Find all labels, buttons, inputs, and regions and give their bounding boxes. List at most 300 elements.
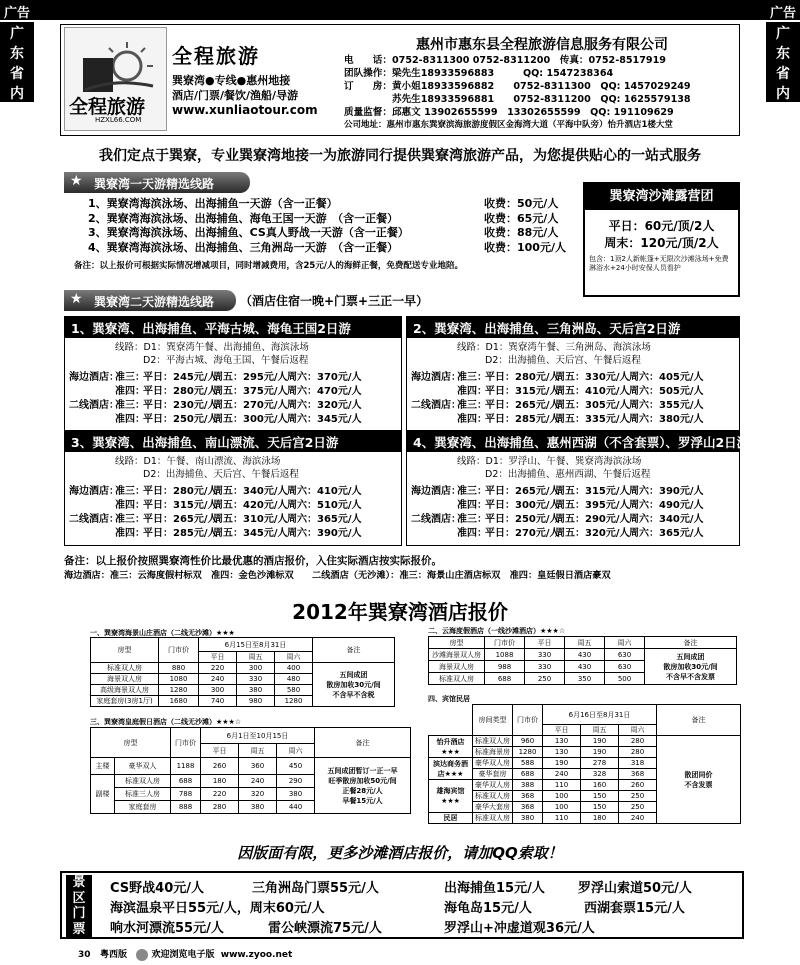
table-row bbox=[411, 399, 735, 413]
list-item: CS野战40元/人 bbox=[110, 881, 204, 896]
table-cell: 海边酒店： bbox=[69, 372, 119, 383]
hotel-table-4 bbox=[428, 704, 741, 824]
table-cell: 平日：280元/人 bbox=[143, 486, 218, 497]
tour-price: 收费：50元/人 bbox=[484, 197, 559, 210]
table-cell: 688 bbox=[485, 673, 525, 685]
table-cell: 雄海宾馆★★★ bbox=[429, 780, 473, 813]
table-cell: 100 bbox=[543, 802, 581, 813]
logo-text: 全程旅游 bbox=[69, 96, 146, 118]
table-cell: 150 bbox=[581, 802, 619, 813]
table-note: 五间成团暂订一正一早 旺季散房加收50元/间 正餐28元/人 早餐15元/人 bbox=[315, 758, 411, 814]
table-cell: 海景双人房 bbox=[91, 674, 159, 685]
table-cell: 周六：340元/人 bbox=[629, 514, 704, 525]
table-cell: 500 bbox=[605, 673, 645, 685]
route-prices bbox=[65, 481, 401, 545]
table-cell bbox=[411, 413, 457, 427]
table-cell: 350 bbox=[565, 673, 605, 685]
table-header: 周六 bbox=[277, 744, 315, 758]
table-cell: 380 bbox=[239, 801, 277, 814]
table-row bbox=[91, 663, 395, 674]
table-cell: 220 bbox=[199, 663, 237, 674]
table-cell: 250 bbox=[525, 673, 565, 685]
table-row bbox=[411, 485, 735, 499]
list-item: 三角洲岛门票55元/人 bbox=[252, 881, 379, 896]
tour-name: 4、巽寮湾海滨泳场、出海捕鱼、三角洲岛一天游 （含一正餐） bbox=[88, 240, 399, 254]
side-tab-left-text: 广东省内 bbox=[10, 26, 24, 102]
table-cell: 1680 bbox=[159, 696, 199, 707]
table-cell: 周五：310元/人 bbox=[213, 514, 288, 525]
table-cell: 准四： bbox=[115, 414, 145, 425]
table-cell: 480 bbox=[275, 674, 313, 685]
camp-box bbox=[583, 182, 740, 297]
table-cell: 准四： bbox=[115, 528, 145, 539]
table-header: 备注 bbox=[657, 705, 741, 736]
scenic-label-text: 景区门票 bbox=[72, 875, 86, 937]
brand-block bbox=[172, 40, 340, 118]
table-cell: 准四： bbox=[457, 500, 487, 511]
table-header: 6月16日至8月31日 bbox=[543, 705, 657, 725]
table-cell: 高级海景双人房 bbox=[91, 685, 159, 696]
table-cell: 180 bbox=[581, 813, 619, 824]
table-cell: 平日：265元/人 bbox=[485, 486, 560, 497]
table-cell: 150 bbox=[581, 791, 619, 802]
table-header: 房间类型 bbox=[473, 705, 513, 736]
table-cell: 328 bbox=[581, 769, 619, 780]
table-cell: 630 bbox=[605, 661, 645, 673]
table-cell: 周六：355元/人 bbox=[629, 400, 704, 411]
table-cell: 300 bbox=[237, 663, 275, 674]
tour-price: 收费：65元/人 bbox=[484, 211, 559, 225]
brand-line-1: 巽寮湾●专线●惠州地接 bbox=[172, 74, 291, 87]
table-cell: 280 bbox=[619, 736, 657, 747]
table-cell: 标准双人房 bbox=[115, 775, 171, 788]
list-item: 海滨温泉平日55元/人，周末60元/人 bbox=[110, 901, 325, 916]
table-cell: 准四： bbox=[457, 386, 487, 397]
table-cell: 标准双人房 bbox=[91, 663, 159, 674]
table-cell: 788 bbox=[171, 788, 201, 801]
list-item: 罗浮山+冲虚道观36元/人 bbox=[444, 921, 595, 936]
table-cell: 周六：490元/人 bbox=[629, 500, 704, 511]
table-cell: 260 bbox=[619, 780, 657, 791]
table-cell: 周五：315元/人 bbox=[555, 486, 630, 497]
list-item: 罗浮山索道50元/人 bbox=[578, 881, 692, 896]
table-cell: 平日：270元/人 bbox=[485, 528, 560, 539]
table-cell bbox=[411, 499, 457, 513]
table-row bbox=[69, 527, 397, 541]
table-row bbox=[69, 485, 397, 499]
tour-price: 收费：100元/人 bbox=[484, 240, 566, 254]
table-note: 五间成团 散房加收30元/间 不含早不含发票 bbox=[645, 649, 737, 685]
route-box bbox=[406, 430, 750, 546]
list-item: 出海捕鱼15元/人 bbox=[444, 881, 545, 896]
table-cell: 家庭套房 bbox=[115, 801, 171, 814]
table-cell: 标准三人房 bbox=[115, 788, 171, 801]
table-cell: 240 bbox=[619, 813, 657, 824]
star-icon: ★ bbox=[70, 291, 83, 307]
remark-line-1: 备注：以上报价按照巽寮湾性价比最优惠的酒店报价，入住实际酒店按实际报价。 bbox=[64, 555, 442, 567]
table-cell: 周五：395元/人 bbox=[555, 500, 630, 511]
table-cell: 450 bbox=[277, 758, 315, 775]
side-tab-right-text: 广东省内 bbox=[776, 26, 790, 102]
table-cell: 430 bbox=[565, 661, 605, 673]
table-cell: 平日：250元/人 bbox=[485, 514, 560, 525]
table-cell: 周六：390元/人 bbox=[287, 528, 362, 539]
table-cell: 平日：285元/人 bbox=[143, 528, 218, 539]
table-cell: 周六：470元/人 bbox=[287, 386, 362, 397]
table-cell: 平日：300元/人 bbox=[485, 500, 560, 511]
table-cell: 130 bbox=[543, 736, 581, 747]
route-day-2: D2：出海捕鱼、惠州西湖、午餐后返程 bbox=[485, 469, 651, 480]
table-cell: 988 bbox=[485, 661, 525, 673]
camp-note: 包含：1顶2人新帐篷+无限次沙滩泳场+免费淋浴水+24小时安保人员看护 bbox=[589, 255, 729, 272]
table-cell: 1088 bbox=[485, 649, 525, 661]
table-cell bbox=[69, 385, 115, 399]
table-cell: 周六：380元/人 bbox=[629, 414, 704, 425]
brand-title: 全程旅游 bbox=[172, 44, 260, 68]
table-cell: 豪华双人房 bbox=[473, 758, 513, 769]
table-cell bbox=[69, 527, 115, 541]
table-cell: 副楼 bbox=[91, 775, 115, 814]
table-cell: 318 bbox=[619, 758, 657, 769]
table-cell: 准四： bbox=[115, 386, 145, 397]
route-day-2: D2：出海捕鱼、天后宫、午餐后返程 bbox=[485, 355, 641, 366]
table-cell: 准三： bbox=[457, 400, 487, 411]
table-header: 周六 bbox=[619, 725, 657, 736]
table-cell: 周六：390元/人 bbox=[629, 486, 704, 497]
table-cell: 1080 bbox=[159, 674, 199, 685]
tour-name: 1、巽寮湾海滨泳场、出海捕鱼一天游（含一正餐） bbox=[88, 197, 338, 210]
table-cell: 周六：505元/人 bbox=[629, 386, 704, 397]
table-cell: 平日：280元/人 bbox=[485, 372, 560, 383]
table-header: 平日 bbox=[543, 725, 581, 736]
table-header: 平日 bbox=[199, 652, 237, 663]
table-cell: 豪华套房 bbox=[473, 769, 513, 780]
company-name: 惠州市惠东县全程旅游信息服务有限公司 bbox=[416, 37, 668, 53]
table-cell: 1280 bbox=[275, 696, 313, 707]
contact-row: 公司地址：惠州市惠东巽寮滨海旅游度假区金海湾大道（平海中队旁）怡升酒店1楼大堂 bbox=[344, 120, 673, 130]
footer-url[interactable]: www.zyoo.net bbox=[220, 950, 293, 960]
table-row bbox=[411, 371, 735, 385]
table-cell: 190 bbox=[581, 736, 619, 747]
table-cell: 380 bbox=[513, 813, 543, 824]
hotel-table-3 bbox=[90, 727, 411, 814]
table-cell: 190 bbox=[543, 758, 581, 769]
table-header: 6月15日至8月31日 bbox=[199, 638, 313, 652]
table-cell: 平日：265元/人 bbox=[485, 400, 560, 411]
logo-url: HZXL66.COM bbox=[95, 116, 142, 124]
table-cell: 1188 bbox=[171, 758, 201, 775]
table-cell: 平日：250元/人 bbox=[143, 414, 218, 425]
table-cell: 海边酒店： bbox=[69, 486, 119, 497]
table-row bbox=[411, 413, 735, 427]
table-cell: 250 bbox=[619, 802, 657, 813]
table-cell: 周五：295元/人 bbox=[213, 372, 288, 383]
table-cell: 400 bbox=[275, 663, 313, 674]
route-day-2: D2：平海古城、海龟王国、午餐后返程 bbox=[143, 355, 309, 366]
route-prices bbox=[407, 367, 739, 431]
table-cell: 周六：365元/人 bbox=[629, 528, 704, 539]
table-row bbox=[411, 513, 735, 527]
table-cell: 平日：315元/人 bbox=[485, 386, 560, 397]
oneday-tour-list bbox=[88, 197, 568, 255]
hotel-table-4-title: 四、宾馆民居 bbox=[428, 695, 470, 703]
table-cell: 290 bbox=[277, 775, 315, 788]
table-cell: 110 bbox=[543, 780, 581, 791]
table-cell: 110 bbox=[543, 813, 581, 824]
table-note: 五间成团 散房加收30元/间 不含早不含税 bbox=[313, 663, 395, 707]
table-cell: 准三： bbox=[115, 372, 145, 383]
company-logo bbox=[64, 27, 167, 131]
table-row bbox=[69, 385, 397, 399]
table-cell: 278 bbox=[581, 758, 619, 769]
list-item bbox=[88, 197, 568, 212]
table-cell: 平日：265元/人 bbox=[143, 514, 218, 525]
list-item: 雷公峡漂流75元/人 bbox=[268, 921, 382, 936]
brand-line-2: 酒店/门票/餐饮/渔船/导游 bbox=[172, 89, 299, 102]
table-cell: 准四： bbox=[457, 414, 487, 425]
table-header: 平日 bbox=[201, 744, 239, 758]
table-cell: 180 bbox=[201, 775, 239, 788]
ad-label-right: 广告 bbox=[769, 6, 796, 21]
route-title: 3、巽寮湾、出海捕鱼、南山漂流、天后宫2日游 bbox=[65, 431, 401, 452]
table-cell: 准三： bbox=[115, 514, 145, 525]
ad-label-left: 广告 bbox=[4, 6, 31, 21]
remark-line-2: 海边酒店：准三：云海度假村标双 准四：金色沙滩标双 二线酒店（无沙滩）：准三：海景山庄酒店标双 准四：皇廷假日酒店豪双 bbox=[64, 570, 611, 581]
table-cell: 准三： bbox=[457, 486, 487, 497]
hotel-table-3-title: 三、巽寮湾皇庭假日酒店（二线无沙滩）★★★☆ bbox=[90, 718, 242, 726]
table-cell: 周五：410元/人 bbox=[555, 386, 630, 397]
list-item bbox=[88, 212, 568, 227]
table-header: 平日 bbox=[525, 637, 565, 649]
table-cell: 688 bbox=[171, 775, 201, 788]
table-cell: 准三： bbox=[457, 372, 487, 383]
table-header: 房型 bbox=[91, 638, 159, 663]
table-header: 备注 bbox=[315, 728, 411, 758]
table-note: 散团同价 不含发票 bbox=[657, 736, 741, 824]
table-cell: 周五：290元/人 bbox=[555, 514, 630, 525]
table-cell: 准四： bbox=[115, 500, 145, 511]
table-cell: 平日：315元/人 bbox=[143, 500, 218, 511]
table-cell: 980 bbox=[237, 696, 275, 707]
table-cell: 准三： bbox=[457, 514, 487, 525]
table-header: 备注 bbox=[645, 637, 737, 649]
table-cell: 440 bbox=[277, 801, 315, 814]
table-cell: 平日：280元/人 bbox=[143, 386, 218, 397]
table-header: 房型 bbox=[91, 728, 171, 758]
route-box bbox=[64, 316, 402, 432]
table-cell: 360 bbox=[239, 758, 277, 775]
table-cell: 588 bbox=[513, 758, 543, 769]
footer-logo-icon bbox=[136, 949, 148, 961]
table-header: 备注 bbox=[313, 638, 395, 663]
table-cell: 主楼 bbox=[91, 758, 115, 775]
footer-text: 欢迎浏览电子版 bbox=[151, 950, 215, 960]
table-cell: 周五：305元/人 bbox=[555, 400, 630, 411]
top-ad-bar bbox=[0, 0, 800, 20]
camp-weekend-price: 周末：120元/顶/2人 bbox=[604, 236, 719, 250]
route-day-1: 线路：D1：巽寮湾午餐、出海捕鱼、海滨泳场 bbox=[115, 342, 309, 353]
hotel-table-1 bbox=[90, 637, 395, 707]
table-cell: 标准双人房 bbox=[473, 813, 513, 824]
table-row bbox=[91, 758, 411, 775]
contact-info bbox=[344, 54, 740, 132]
table-cell: 688 bbox=[513, 769, 543, 780]
table-header: 周五 bbox=[581, 725, 619, 736]
route-box bbox=[406, 316, 740, 432]
table-cell: 880 bbox=[159, 663, 199, 674]
table-cell: 周五：270元/人 bbox=[213, 400, 288, 411]
table-cell: 周六：345元/人 bbox=[287, 414, 362, 425]
table-header: 房型 bbox=[429, 637, 485, 649]
table-cell: 160 bbox=[581, 780, 619, 791]
table-cell: 190 bbox=[581, 747, 619, 758]
route-box bbox=[64, 430, 402, 546]
table-cell bbox=[69, 499, 115, 513]
table-cell: 海边酒店： bbox=[411, 372, 461, 383]
table-cell: 330 bbox=[237, 674, 275, 685]
contact-row: 团队操作：梁先生18933596883 QQ: 1547238364 bbox=[344, 68, 614, 79]
table-cell: 周五：300元/人 bbox=[213, 414, 288, 425]
tour-price: 收费：88元/人 bbox=[484, 226, 559, 239]
table-header: 6月1日至10月15日 bbox=[201, 728, 315, 744]
table-header: 周五 bbox=[565, 637, 605, 649]
table-header: 周五 bbox=[239, 744, 277, 758]
table-cell: 960 bbox=[513, 736, 543, 747]
table-cell: 二线酒店： bbox=[411, 400, 461, 411]
route-prices bbox=[65, 367, 401, 431]
table-cell: 1280 bbox=[159, 685, 199, 696]
table-cell: 准四： bbox=[457, 528, 487, 539]
table-cell: 滨达商务酒店★★★ bbox=[429, 758, 473, 780]
table-cell: 平日：245元/人 bbox=[143, 372, 218, 383]
hotel-table-2 bbox=[428, 636, 737, 685]
table-cell: 380 bbox=[277, 788, 315, 801]
table-cell: 388 bbox=[513, 780, 543, 791]
tour-name: 3、巽寮湾海滨泳场、出海捕鱼、CS真人野战一天游（含一正餐） bbox=[88, 226, 409, 239]
list-item bbox=[88, 226, 568, 241]
list-item: 响水河漂流55元/人 bbox=[110, 921, 224, 936]
table-cell: 周六：320元/人 bbox=[287, 400, 362, 411]
table-cell: 标准双人房 bbox=[473, 791, 513, 802]
table-cell: 330 bbox=[525, 661, 565, 673]
hotel-table-1-title: 一、巽寮湾海景山庄酒店（二线无沙滩）★★★ bbox=[90, 629, 235, 637]
route-title: 4、巽寮湾、出海捕鱼、惠州西湖（不含套票）、罗浮山2日游 bbox=[407, 431, 739, 452]
side-tab-right bbox=[766, 22, 800, 102]
route-title: 2、巽寮湾、出海捕鱼、三角洲岛、天后宫2日游 bbox=[407, 317, 739, 338]
table-cell: 海边酒店： bbox=[411, 486, 461, 497]
table-cell: 周五：345元/人 bbox=[213, 528, 288, 539]
table-cell: 标准海景房 bbox=[473, 747, 513, 758]
table-cell: 740 bbox=[199, 696, 237, 707]
table-row bbox=[69, 499, 397, 513]
table-cell: 怡升酒店★★★ bbox=[429, 736, 473, 758]
table-cell: 平日：230元/人 bbox=[143, 400, 218, 411]
tour-name: 2、巽寮湾海滨泳场、出海捕鱼、海龟王国一天游 （含一正餐） bbox=[88, 211, 399, 225]
table-cell: 周六：405元/人 bbox=[629, 372, 704, 383]
table-row bbox=[411, 527, 735, 541]
table-row bbox=[69, 513, 397, 527]
table-row bbox=[429, 736, 741, 747]
table-cell bbox=[411, 385, 457, 399]
table-cell: 周六：365元/人 bbox=[287, 514, 362, 525]
table-cell: 豪华双人房 bbox=[473, 780, 513, 791]
table-cell: 368 bbox=[513, 791, 543, 802]
table-cell: 368 bbox=[513, 802, 543, 813]
table-row bbox=[69, 371, 397, 385]
contact-row: 订 房：黄小姐18933596882 0752-8311300 QQ: 1457029249 bbox=[344, 81, 691, 92]
table-cell: 280 bbox=[201, 801, 239, 814]
promo-banner: 因版面有限，更多沙滩酒店报价，请加QQ索取！ bbox=[237, 844, 563, 862]
twoday-subtitle: （酒店住宿一晚+门票+三正一早） bbox=[240, 294, 429, 308]
table-cell: 300 bbox=[199, 685, 237, 696]
hotel-price-title: 2012年巽寮湾酒店报价 bbox=[292, 600, 508, 624]
page-number: 30 bbox=[78, 950, 91, 960]
table-cell: 准三： bbox=[115, 400, 145, 411]
table-cell: 民居 bbox=[429, 813, 473, 824]
route-day-2: D2：出海捕鱼、天后宫、午餐后返程 bbox=[143, 469, 299, 480]
route-title: 1、巽寮湾、出海捕鱼、平海古城、海龟王国2日游 bbox=[65, 317, 401, 338]
table-cell: 330 bbox=[525, 649, 565, 661]
table-row bbox=[69, 413, 397, 427]
route-prices bbox=[407, 481, 739, 545]
camp-weekday-price: 平日：60元/顶/2人 bbox=[608, 219, 715, 233]
table-header: 周六 bbox=[275, 652, 313, 663]
table-row bbox=[429, 649, 737, 661]
scenic-tickets bbox=[60, 871, 744, 939]
table-cell: 周五：340元/人 bbox=[213, 486, 288, 497]
table-cell: 380 bbox=[237, 685, 275, 696]
table-cell bbox=[69, 413, 115, 427]
table-cell: 周五：320元/人 bbox=[555, 528, 630, 539]
table-cell: 1280 bbox=[513, 747, 543, 758]
hotel-table-2-title: 二、云海度假酒店（一线沙滩酒店）★★★☆ bbox=[428, 627, 566, 635]
table-cell: 580 bbox=[275, 685, 313, 696]
table-cell: 280 bbox=[619, 747, 657, 758]
oneday-note: 备注：以上报价可根据实际情况增减项目，同时增减费用，含25元/人的海鲜正餐，免费配送专业地陪。 bbox=[74, 261, 463, 271]
list-item: 西湖套票15元/人 bbox=[584, 901, 685, 916]
table-cell: 250 bbox=[619, 791, 657, 802]
table-cell: 豪华双人 bbox=[115, 758, 171, 775]
table-cell: 标准双人房 bbox=[429, 673, 485, 685]
footer-region: 粤西版 bbox=[99, 950, 127, 960]
table-row bbox=[411, 385, 735, 399]
table-header: 门市价 bbox=[513, 705, 543, 736]
route-day-1: 线路：D1：午餐、南山漂流、海滨泳场 bbox=[115, 456, 281, 467]
table-cell: 260 bbox=[201, 758, 239, 775]
table-cell: 630 bbox=[605, 649, 645, 661]
brand-website[interactable]: www.xunliaotour.com bbox=[172, 103, 318, 117]
table-cell: 240 bbox=[543, 769, 581, 780]
contact-row: 电 话：0752-8311300 0752-8311200 传真：0752-8517919 bbox=[344, 55, 666, 66]
oneday-section-title: 巽寮湾一天游精选线路 bbox=[94, 177, 215, 191]
table-cell: 240 bbox=[239, 775, 277, 788]
table-header: 门市价 bbox=[171, 728, 201, 758]
table-cell: 周五：330元/人 bbox=[555, 372, 630, 383]
oneday-section-bar bbox=[64, 172, 250, 193]
contact-row: 苏先生18933596881 0752-8311200 QQ: 1625579138 bbox=[344, 94, 691, 105]
contact-row: 质量监督：邱惠文 13902655599 13302655599 QQ: 191109629 bbox=[344, 107, 674, 118]
twoday-section-title: 巽寮湾二天游精选线路 bbox=[94, 295, 215, 309]
table-cell: 周五：375元/人 bbox=[213, 386, 288, 397]
table-cell: 240 bbox=[199, 674, 237, 685]
table-row bbox=[69, 399, 397, 413]
table-cell: 周六：410元/人 bbox=[287, 486, 362, 497]
table-cell: 320 bbox=[239, 788, 277, 801]
table-header: 门市价 bbox=[159, 638, 199, 663]
table-header: 门市价 bbox=[485, 637, 525, 649]
table-cell: 二线酒店： bbox=[411, 514, 461, 525]
table-cell: 标准双人房 bbox=[473, 736, 513, 747]
